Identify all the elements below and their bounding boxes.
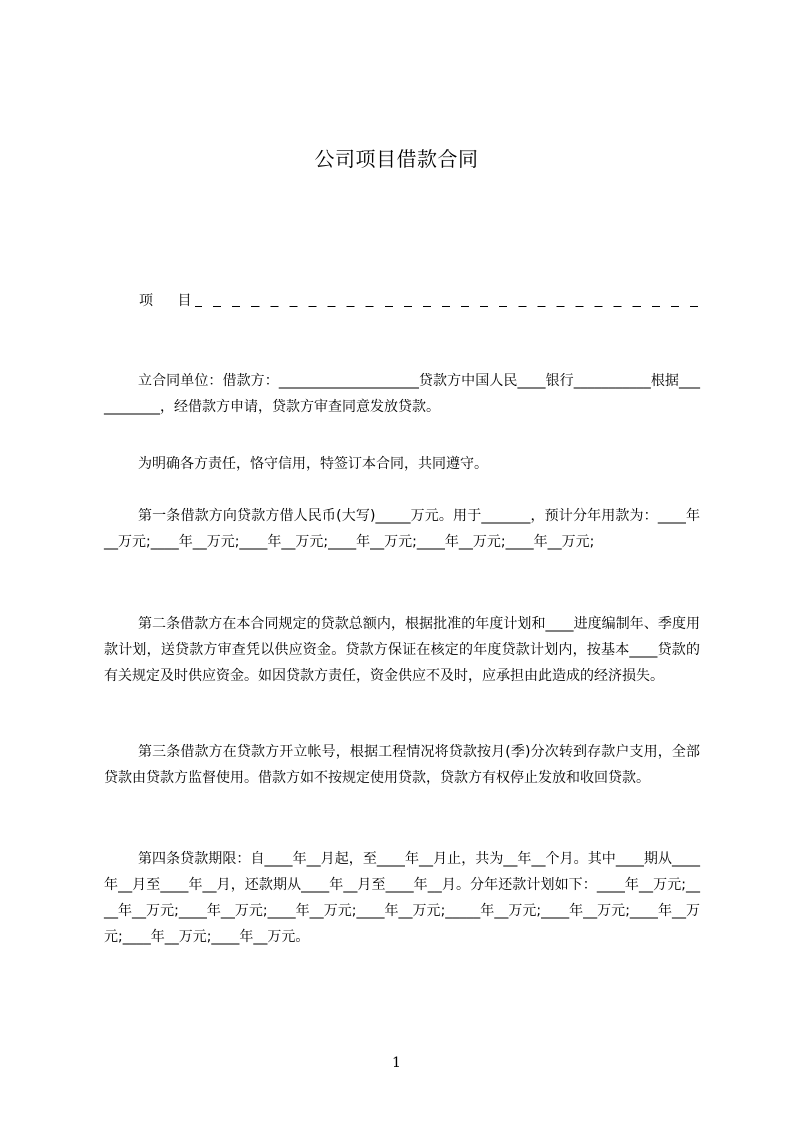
paragraph-article-1: 第一条借款方向贷款方借人民币(大写)_____万元。用于_______，预计分年用款为：____年__万元;____年__万元;____年__万元;____年__万元;____年__万元;____年__万元;: [104, 508, 700, 550]
paragraph-article-4: 第四条贷款期限：自____年__月起，至____年__月止，共为__年__个月。其中____期从____年__月至____年__月，还款期从____年__月至____年__月。分年还款计划如下：____年__万元;____年__万元;____年__万元;____年__万元;____年__万元;_____年__万元;____年__万元;____年__万元;____年__万元;____年__万元。: [104, 851, 700, 945]
paragraph-article-3: 第三条借款方在贷款方开立帐号，根据工程情况将贷款按月(季)分次转到存款户支用，全部贷款由贷款方监督使用。借款方如不按规定使用贷款，贷款方有权停止发放和收回贷款。: [104, 744, 700, 786]
project-blank-line: [195, 306, 699, 307]
paragraph-purpose: 为明确各方责任，恪守信用，特签订本合同，共同遵守。: [138, 456, 488, 472]
project-label: 项 目: [139, 293, 202, 309]
paragraph-contract-parties: 立合同单位：借款方：____________________贷款方中国人民____银行___________根据___________，经借款方申请，贷款方审查同意发放贷款。: [104, 373, 700, 415]
document-title: 公司项目借款合同: [314, 147, 479, 171]
paragraph-article-2: 第二条借款方在本合同规定的贷款总额内，根据批准的年度计划和____进度编制年、季度用款计划，送贷款方审查凭以供应资金。贷款方保证在核定的年度贷款计划内，按基本____贷款的有关规定及时供应资金。如因贷款方责任，资金供应不及时，应承担由此造成的经济损失。: [104, 616, 700, 684]
page-number: 1: [392, 1055, 401, 1071]
project-field: [139, 290, 699, 312]
